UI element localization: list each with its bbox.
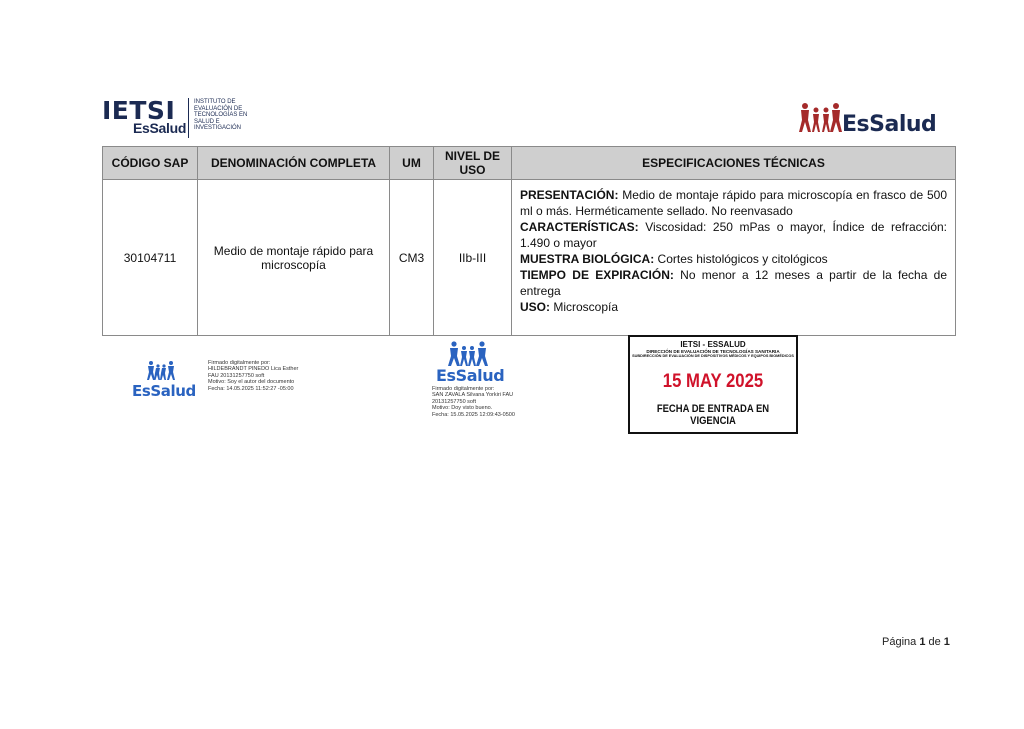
cell-denominacion-text: Medio de montaje rápido para microscopía: [213, 243, 374, 272]
stamp-subtitle-1: DIRECCIÓN DE EVALUACIÓN DE TECNOLOGÍAS SANITARIA: [646, 349, 780, 354]
family-figures-icon: [146, 360, 176, 382]
signature-1-text: Firmado digitalmente por: HILDEBRANDT PINEDO Lica Esther FAU 20131257750 soft Motivo: Soy el autor del documento Fecha: 14.05.2025 11:52:27 -05:00: [208, 360, 299, 392]
stamp-date: 15 MAY 2025: [662, 370, 764, 392]
col-header-denominacion: DENOMINACIÓN COMPLETA: [198, 147, 390, 180]
col-header-codigo-sap: CÓDIGO SAP: [103, 147, 198, 180]
cell-especificaciones: [512, 180, 956, 336]
signature-2-text: Firmado digitalmente por: SAN ZAVALA Silvana Yorkiri FAU 20131257750 soft Motivo: Doy visto bueno. Fecha: 15.05.2025 12:09:43-0500: [432, 386, 515, 418]
ietsi-logo-name: IETSI: [102, 96, 176, 125]
family-figures-icon: [798, 100, 842, 140]
stamp-footer: FECHA DE ENTRADA EN VIGENCIA: [656, 402, 770, 427]
stamp-title: IETSI - ESSALUD: [680, 340, 746, 349]
stamp-subtitle-2: SUBDIRECCIÓN DE EVALUACIÓN DE DISPOSITIVOS MÉDICOS Y EQUIPOS BIOMÉDICOS: [632, 354, 794, 359]
col-header-nivel-uso: NIVEL DE USO: [434, 147, 512, 180]
specifications-table: [102, 146, 956, 336]
spec-uso: USO: Microscopía: [520, 300, 619, 314]
ietsi-logo-divider: [188, 98, 189, 138]
table-row: [103, 180, 956, 336]
table-header-row: [103, 147, 956, 180]
signature-2-logo: EsSalud: [436, 366, 505, 385]
cell-um: CM3: [390, 180, 434, 336]
cell-denominacion: [198, 180, 390, 336]
essalud-logo: [798, 100, 958, 140]
spec-caracteristicas: CARACTERÍSTICAS: Viscosidad: 250 mPas o mayor, Índice de refracción: 1.490 o mayor: [520, 220, 947, 250]
page-number: Página 1 de 1: [882, 636, 950, 648]
cell-codigo-sap: 30104711: [103, 180, 198, 336]
family-figures-icon: [448, 340, 488, 368]
ietsi-logo: [102, 98, 262, 140]
essalud-logo-word: EsSalud: [842, 112, 937, 137]
digital-signature-2: [432, 340, 572, 425]
ietsi-logo-description: INSTITUTO DE EVALUACIÓN DE TECNOLOGÍAS EN SALUD E INVESTIGACIÓN: [194, 99, 248, 132]
col-header-especificaciones: ESPECIFICACIONES TÉCNICAS: [512, 147, 956, 180]
ietsi-logo-brand: EsSalud: [133, 120, 187, 136]
spec-muestra-biologica: MUESTRA BIOLÓGICA: Cortes histológicos y citológicos: [520, 252, 828, 266]
vigencia-stamp: [628, 335, 798, 434]
digital-signature-1: [132, 360, 332, 405]
col-header-um: UM: [390, 147, 434, 180]
spec-tiempo-expiracion: TIEMPO DE EXPIRACIÓN: No menor a 12 meses a partir de la fecha de entrega: [520, 268, 947, 298]
signature-1-logo: EsSalud: [132, 382, 196, 400]
spec-presentacion: PRESENTACIÓN: Medio de montaje rápido para microscopía en frasco de 500 ml o más. Herméticamente sellado. No reenvasado: [520, 188, 947, 218]
cell-nivel-uso: IIb-III: [434, 180, 512, 336]
